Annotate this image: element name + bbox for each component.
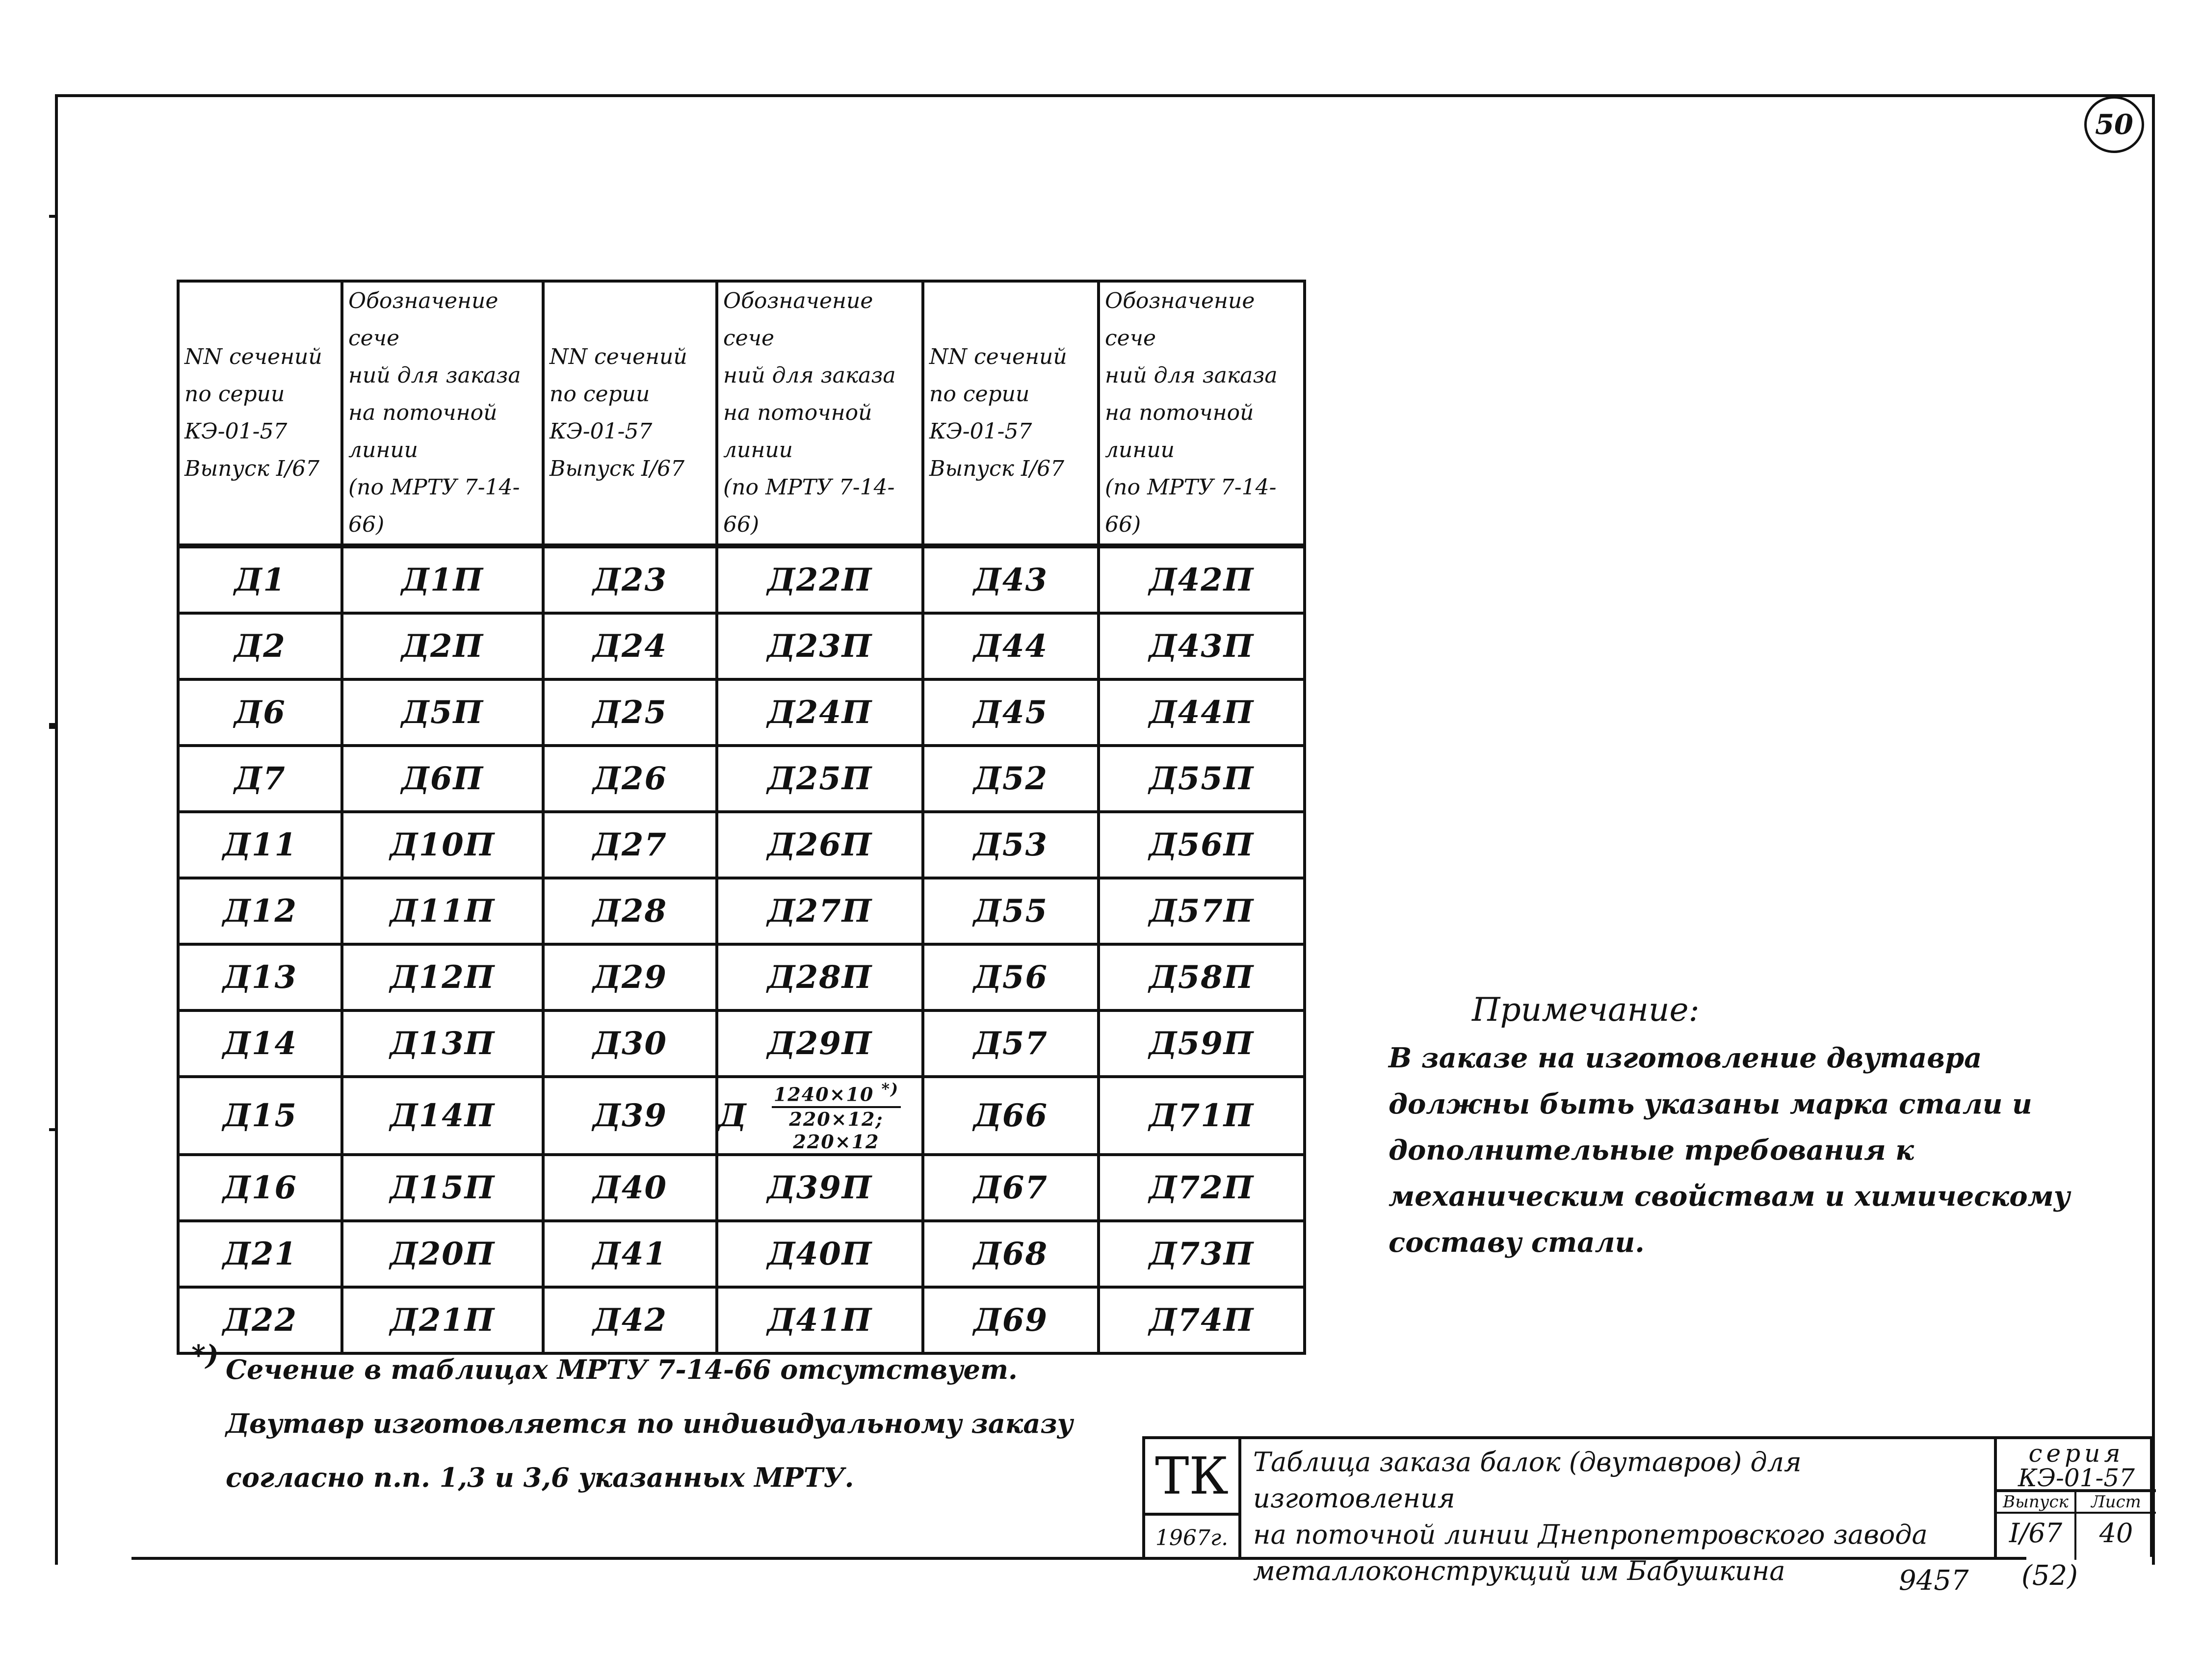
table-cell: Д14П bbox=[342, 1077, 543, 1155]
table-cell: Д45 bbox=[923, 679, 1099, 746]
table-cell: Д28П bbox=[717, 944, 923, 1010]
special-section-cell bbox=[717, 1077, 923, 1155]
table-row bbox=[178, 613, 1305, 679]
table-cell: Д57 bbox=[923, 1010, 1099, 1077]
table-cell: Д16 bbox=[178, 1155, 342, 1221]
archive-page-number: (52) bbox=[2021, 1560, 2078, 1592]
table-row bbox=[178, 1010, 1305, 1077]
table-cell: Д1П bbox=[342, 546, 543, 613]
table-cell: Д6П bbox=[342, 746, 543, 812]
issue-label: Выпуск bbox=[1997, 1492, 2076, 1514]
table-cell: Д69 bbox=[923, 1287, 1099, 1353]
table-row bbox=[178, 1221, 1305, 1287]
sheet-label: Лист bbox=[2076, 1492, 2156, 1514]
note-text: В заказе на изготовление двутавра должны быть указаны марка стали и дополнительные требования к механическим свойствам и химическому составу стали. bbox=[1389, 1042, 2071, 1259]
stamp-title-line: Таблица заказа балок (двутавров) для изготовления bbox=[1253, 1447, 1802, 1514]
header-order-designation: Обозначение сече ний для заказа на поточной линии (по МРТУ 7-14-66) bbox=[1099, 281, 1305, 546]
special-section-prefix: Д bbox=[718, 1097, 747, 1134]
special-section-fraction bbox=[751, 1078, 921, 1153]
table-cell: Д57П bbox=[1099, 878, 1305, 944]
table-cell: Д56П bbox=[1099, 812, 1305, 878]
table-cell: Д40 bbox=[543, 1155, 717, 1221]
table-cell: Д24 bbox=[543, 613, 717, 679]
table-cell: Д29 bbox=[543, 944, 717, 1010]
table-cell: Д12П bbox=[342, 944, 543, 1010]
special-section-denominator: 220×12; 220×12 bbox=[789, 1108, 884, 1153]
table-cell: Д22П bbox=[717, 546, 923, 613]
table-cell: Д20П bbox=[342, 1221, 543, 1287]
table-cell: Д41 bbox=[543, 1221, 717, 1287]
stamp-title-line: металлоконструкций им Бабушкина bbox=[1253, 1555, 1785, 1586]
issue-value: I/67 bbox=[1997, 1514, 2076, 1560]
table-cell: Д2П bbox=[342, 613, 543, 679]
table-cell: Д13П bbox=[342, 1010, 543, 1077]
table-cell: Д71П bbox=[1099, 1077, 1305, 1155]
table-cell: Д73П bbox=[1099, 1221, 1305, 1287]
table-cell: Д30 bbox=[543, 1010, 717, 1077]
series-label: серия bbox=[2028, 1439, 2124, 1468]
table-cell: Д68 bbox=[923, 1221, 1099, 1287]
table-cell: Д2 bbox=[178, 613, 342, 679]
table-row bbox=[178, 746, 1305, 812]
table-cell: Д23П bbox=[717, 613, 923, 679]
table-cell: Д67 bbox=[923, 1155, 1099, 1221]
table-cell: Д1 bbox=[178, 546, 342, 613]
table-header-row bbox=[178, 281, 1305, 546]
section-order-table bbox=[177, 280, 1306, 1355]
table-cell: Д44П bbox=[1099, 679, 1305, 746]
table-cell: Д22 bbox=[178, 1287, 342, 1353]
header-order-designation: Обозначение сече ний для заказа на поточной линии (по МРТУ 7-14-66) bbox=[717, 281, 923, 546]
series-value: КЭ-01-57 bbox=[2018, 1464, 2135, 1492]
table-cell: Д5П bbox=[342, 679, 543, 746]
header-series-section: NN сечений по серии КЭ-01-57 Выпуск I/67 bbox=[543, 281, 717, 546]
table-cell: Д26П bbox=[717, 812, 923, 878]
table-cell: Д24П bbox=[717, 679, 923, 746]
table-cell: Д23 bbox=[543, 546, 717, 613]
table-cell: Д21 bbox=[178, 1221, 342, 1287]
table-cell: Д66 bbox=[923, 1077, 1099, 1155]
table-cell: Д74П bbox=[1099, 1287, 1305, 1353]
header-series-section: NN сечений по серии КЭ-01-57 Выпуск I/67 bbox=[178, 281, 342, 546]
stamp-year: 1967г. bbox=[1145, 1516, 1241, 1560]
table-cell: Д39П bbox=[717, 1155, 923, 1221]
table-cell: Д42П bbox=[1099, 546, 1305, 613]
table-cell: Д27 bbox=[543, 812, 717, 878]
table-cell: Д10П bbox=[342, 812, 543, 878]
stamp-series bbox=[1997, 1439, 2156, 1492]
header-order-designation: Обозначение сече ний для заказа на поточной линии (по МРТУ 7-14-66) bbox=[342, 281, 543, 546]
table-cell: Д27П bbox=[717, 878, 923, 944]
table-cell: Д44 bbox=[923, 613, 1099, 679]
table-cell: Д11П bbox=[342, 878, 543, 944]
table-cell: Д59П bbox=[1099, 1010, 1305, 1077]
special-section-numerator: 1240×10 *) bbox=[772, 1078, 901, 1108]
table-cell: Д41П bbox=[717, 1287, 923, 1353]
table-row bbox=[178, 546, 1305, 613]
header-series-section: NN сечений по серии КЭ-01-57 Выпуск I/67 bbox=[923, 281, 1099, 546]
table-cell: Д53 bbox=[923, 812, 1099, 878]
footnote-line: Сечение в таблицах МРТУ 7-14-66 отсутствует. bbox=[226, 1354, 1018, 1385]
footnote-line: согласно п.п. 1,3 и 3,6 указанных МРТУ. bbox=[226, 1462, 854, 1493]
table-cell: Д15 bbox=[178, 1077, 342, 1155]
stamp-title-line: на поточной линии Днепропетровского завода bbox=[1253, 1519, 1928, 1550]
special-section-formula bbox=[718, 1078, 921, 1153]
table-row bbox=[178, 944, 1305, 1010]
table-row bbox=[178, 878, 1305, 944]
footnote-ref-mark: *) bbox=[881, 1080, 899, 1098]
table-cell: Д28 bbox=[543, 878, 717, 944]
footnote-line: Двутавр изготовляется по индивидуальному заказу bbox=[226, 1408, 1074, 1439]
archive-number: 9457 bbox=[1899, 1565, 1969, 1597]
table-cell: Д58П bbox=[1099, 944, 1305, 1010]
table-cell: Д39 bbox=[543, 1077, 717, 1155]
table-cell: Д55 bbox=[923, 878, 1099, 944]
table-row bbox=[178, 679, 1305, 746]
table-cell: Д21П bbox=[342, 1287, 543, 1353]
table-cell: Д43П bbox=[1099, 613, 1305, 679]
page-number: 50 bbox=[2095, 108, 2133, 141]
table-cell: Д13 bbox=[178, 944, 342, 1010]
table-cell: Д25П bbox=[717, 746, 923, 812]
table-cell: Д7 bbox=[178, 746, 342, 812]
table-cell: Д72П bbox=[1099, 1155, 1305, 1221]
table-cell: Д15П bbox=[342, 1155, 543, 1221]
table-cell: Д25 bbox=[543, 679, 717, 746]
table-row bbox=[178, 812, 1305, 878]
table-cell: Д6 bbox=[178, 679, 342, 746]
table-cell: Д12 bbox=[178, 878, 342, 944]
table-cell: Д14 bbox=[178, 1010, 342, 1077]
table-cell: Д40П bbox=[717, 1221, 923, 1287]
table-cell: Д42 bbox=[543, 1287, 717, 1353]
table-cell: Д29П bbox=[717, 1010, 923, 1077]
table-row bbox=[178, 1287, 1305, 1353]
table-cell: Д11 bbox=[178, 812, 342, 878]
table-cell: Д55П bbox=[1099, 746, 1305, 812]
organization-logo: ТК bbox=[1145, 1439, 1241, 1516]
table-row bbox=[178, 1077, 1305, 1155]
table-cell: Д56 bbox=[923, 944, 1099, 1010]
page-number-badge bbox=[2084, 96, 2144, 153]
sheet-value: 40 bbox=[2099, 1518, 2133, 1549]
table-cell: Д26 bbox=[543, 746, 717, 812]
footnote-mark: *) bbox=[191, 1339, 219, 1371]
table-row bbox=[178, 1155, 1305, 1221]
table-cell: Д52 bbox=[923, 746, 1099, 812]
table-cell: Д43 bbox=[923, 546, 1099, 613]
note-title: Примечание: bbox=[1472, 991, 1700, 1029]
